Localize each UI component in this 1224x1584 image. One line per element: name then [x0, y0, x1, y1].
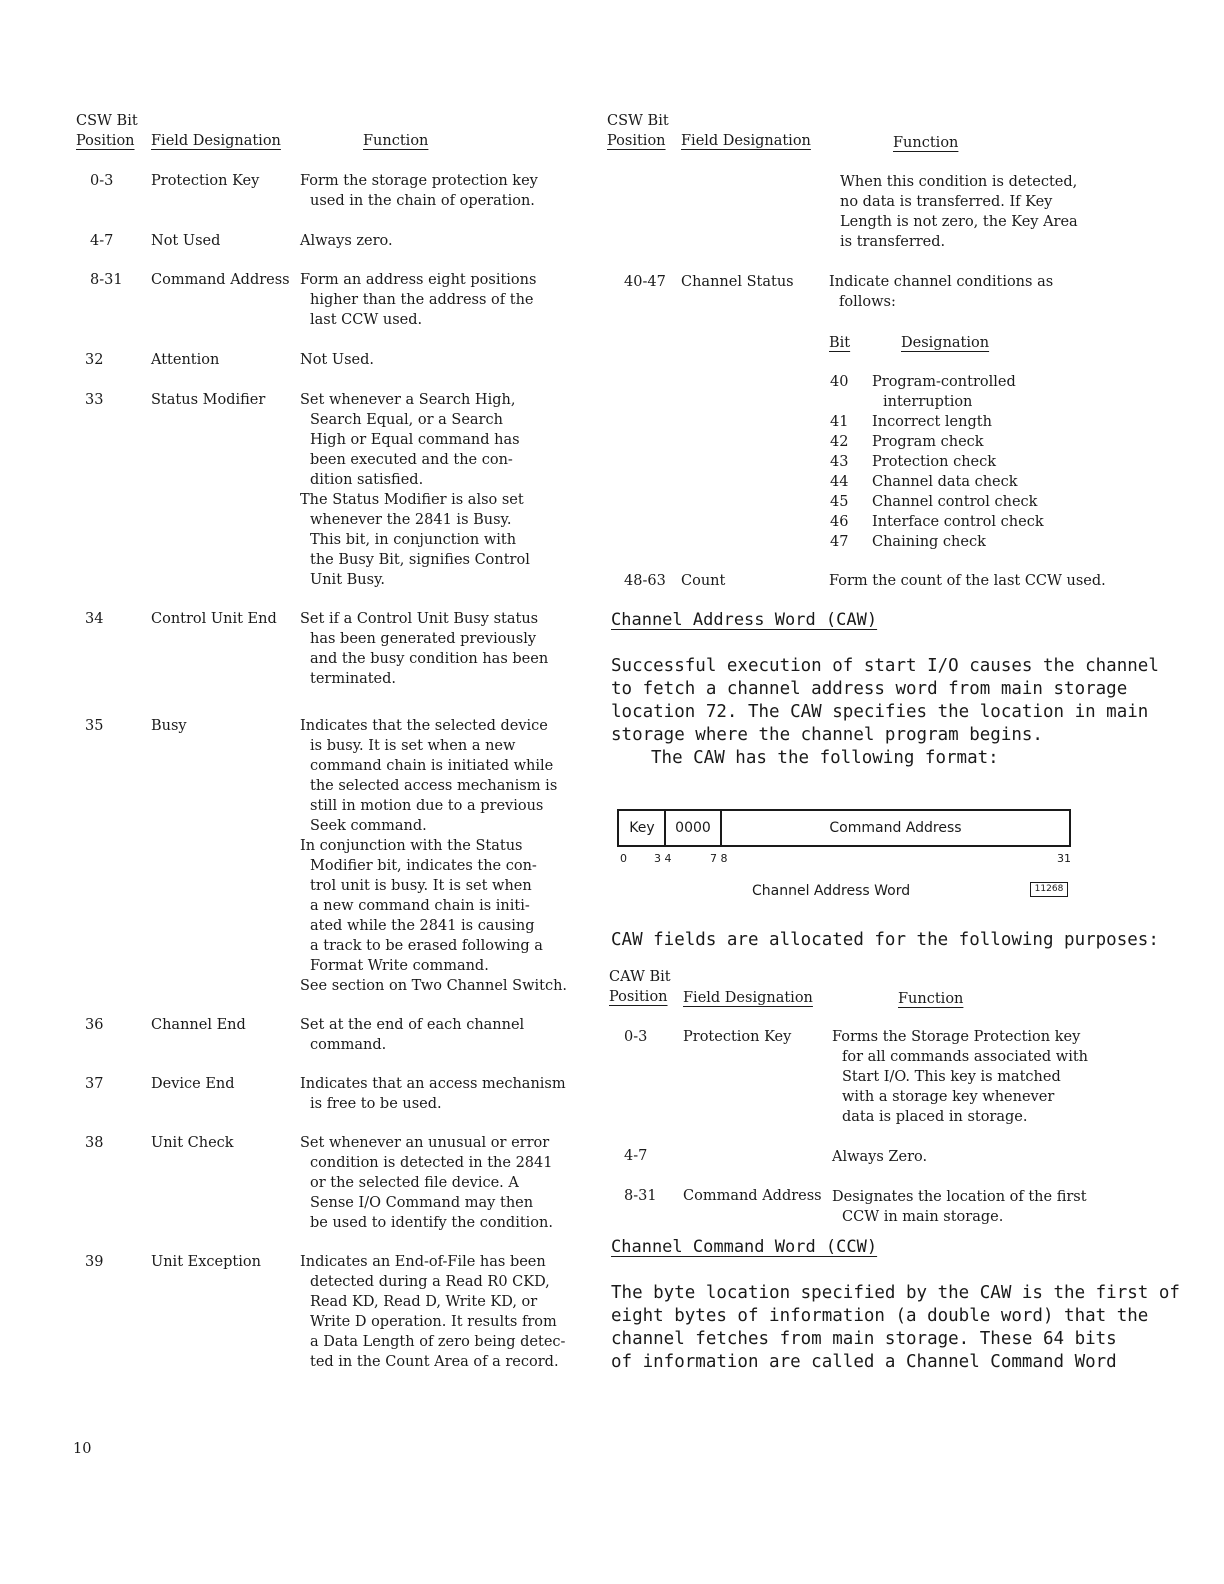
left-pos-6: 35 — [85, 718, 104, 734]
caw-field-command-address: Command Address — [829, 820, 962, 836]
caw-paragraph: Successful execution of start I/O causes the channel to fetch a channel address word from main storage location 72. The CAW specifies the location in main storage where the channel program begins. The CAW has the following format: — [611, 656, 1159, 768]
left-func-0: Form the storage protection key used in the chain of operation. — [300, 173, 538, 209]
left-func-9: Set whenever an unusual or error condition is detected in the 2841 or the selected file device. A Sense I/O Command may then be used to identify the condition. — [300, 1135, 553, 1231]
left-hdr-bit-1: CSW Bit — [76, 113, 138, 129]
right-status-field: Channel Status — [681, 274, 794, 290]
caw-pos-2: 8-31 — [624, 1188, 657, 1204]
caw-func-1: Always Zero. — [832, 1149, 928, 1165]
right-hdr-function: Function — [893, 135, 959, 151]
left-pos-9: 38 — [85, 1135, 104, 1151]
right-count-pos: 48-63 — [624, 573, 666, 589]
left-pos-7: 36 — [85, 1017, 104, 1033]
caw-hdr-bit-1: CAW Bit — [609, 969, 671, 985]
caw-func-2: Designates the location of the first CCW in main storage. — [832, 1189, 1087, 1225]
caw-figure-id: 11268 — [1030, 882, 1068, 897]
left-func-5: Set if a Control Unit Busy status has been generated previously and the busy condition has been terminated. — [300, 611, 549, 687]
left-field-8: Device End — [151, 1076, 235, 1092]
caw-field-0: Protection Key — [683, 1029, 792, 1045]
caw-func-0: Forms the Storage Protection key for all commands associated with Start I/O. This key is matched with a storage key whenever data is placed in storage. — [832, 1029, 1089, 1125]
left-func-2: Form an address eight positions higher than the address of the last CCW used. — [300, 272, 537, 328]
caw-hdr-bit-2: Position — [609, 989, 668, 1005]
right-sub-hdr-designation: Designation — [901, 335, 990, 351]
left-field-10: Unit Exception — [151, 1254, 261, 1270]
caw-field-key: Key — [629, 820, 655, 836]
left-pos-0: 0-3 — [90, 173, 114, 189]
caw-fields-intro: CAW fields are allocated for the following purposes: — [611, 930, 1159, 950]
left-pos-10: 39 — [85, 1254, 104, 1270]
right-status-func: Indicate channel conditions as follows: — [829, 274, 1054, 310]
left-field-0: Protection Key — [151, 173, 260, 189]
left-func-3: Not Used. — [300, 352, 374, 368]
page-number: 10 — [73, 1441, 92, 1457]
caw-format-diagram — [617, 809, 1071, 847]
right-hdr-bit-1: CSW Bit — [607, 113, 669, 129]
left-hdr-field: Field Designation — [151, 133, 281, 149]
left-pos-5: 34 — [85, 611, 104, 627]
caw-pos-1: 4-7 — [624, 1148, 648, 1164]
right-count-func: Form the count of the last CCW used. — [829, 573, 1106, 589]
left-hdr-function: Function — [363, 133, 429, 149]
caw-field-2: Command Address — [683, 1188, 822, 1204]
left-func-7: Set at the end of each channel command. — [300, 1017, 525, 1053]
caw-tick-0: 0 — [620, 852, 627, 865]
left-field-4: Status Modifier — [151, 392, 266, 408]
left-pos-4: 33 — [85, 392, 104, 408]
left-field-9: Unit Check — [151, 1135, 234, 1151]
caw-diagram-caption: Channel Address Word — [752, 883, 911, 899]
right-count-field: Count — [681, 573, 726, 589]
caw-pos-0: 0-3 — [624, 1029, 648, 1045]
caw-field-zero: 0000 — [675, 820, 711, 836]
caw-tick-7-8: 7 8 — [710, 852, 728, 865]
right-sub-hdr-bit: Bit — [829, 335, 851, 351]
right-hdr-field: Field Designation — [681, 133, 811, 149]
caw-tick-3-4: 3 4 — [654, 852, 672, 865]
right-continuation: When this condition is detected, no data is transferred. If Key Length is not zero, the Key Area is transferred. — [840, 174, 1078, 250]
right-status-pos: 40-47 — [624, 274, 666, 290]
left-field-5: Control Unit End — [151, 611, 277, 627]
left-field-6: Busy — [151, 718, 187, 734]
caw-hdr-field: Field Designation — [683, 990, 813, 1006]
left-hdr-bit — [76, 111, 138, 151]
caw-hdr-function: Function — [898, 991, 964, 1007]
left-field-3: Attention — [151, 352, 220, 368]
ccw-heading: Channel Command Word (CCW) — [611, 1237, 878, 1257]
left-pos-2: 8-31 — [90, 272, 123, 288]
caw-heading: Channel Address Word (CAW) — [611, 610, 878, 630]
left-pos-1: 4-7 — [90, 233, 114, 249]
left-field-1: Not Used — [151, 233, 221, 249]
caw-tick-31: 31 — [1057, 852, 1071, 865]
left-func-4: Set whenever a Search High, Search Equal, or a Search High or Equal command has been executed and the con- dition satisfied. The Status Modifier is also set whenever the 2841 is Busy. This bit, in conjunction with the Busy Bit, signifies Control Unit Busy. — [300, 392, 530, 588]
caw-hdr-bit — [609, 967, 671, 1007]
ccw-paragraph: The byte location specified by the CAW is the first of eight bytes of information (a double word) that the channel fetches from main storage. These 64 bits of information are called a Channel Command Word — [611, 1283, 1180, 1372]
right-hdr-bit-2: Position — [607, 133, 666, 149]
left-field-2: Command Address — [151, 272, 290, 288]
left-pos-8: 37 — [85, 1076, 104, 1092]
right-hdr-bit — [607, 111, 669, 151]
left-func-8: Indicates that an access mechanism is free to be used. — [300, 1076, 566, 1112]
left-func-1: Always zero. — [300, 233, 393, 249]
left-pos-3: 32 — [85, 352, 104, 368]
left-func-6: Indicates that the selected device is busy. It is set when a new command chain is initiated while the selected access mechanism is still in motion due to a previous Seek command. In conjunction with the Status Modifier bit, indicates the con- trol unit is busy. It is set when a new command chain is initi- ated while the 2841 is causing a track to be erased following a Format Write command. See section on Two Channel Switch. — [300, 718, 568, 994]
left-hdr-bit-2: Position — [76, 133, 135, 149]
left-func-10: Indicates an End-of-File has been detected during a Read R0 CKD, Read KD, Read D, Write KD, or Write D operation. It results from a Data Length of zero being detec- ted in the Count Area of a record. — [300, 1254, 566, 1370]
left-field-7: Channel End — [151, 1017, 246, 1033]
